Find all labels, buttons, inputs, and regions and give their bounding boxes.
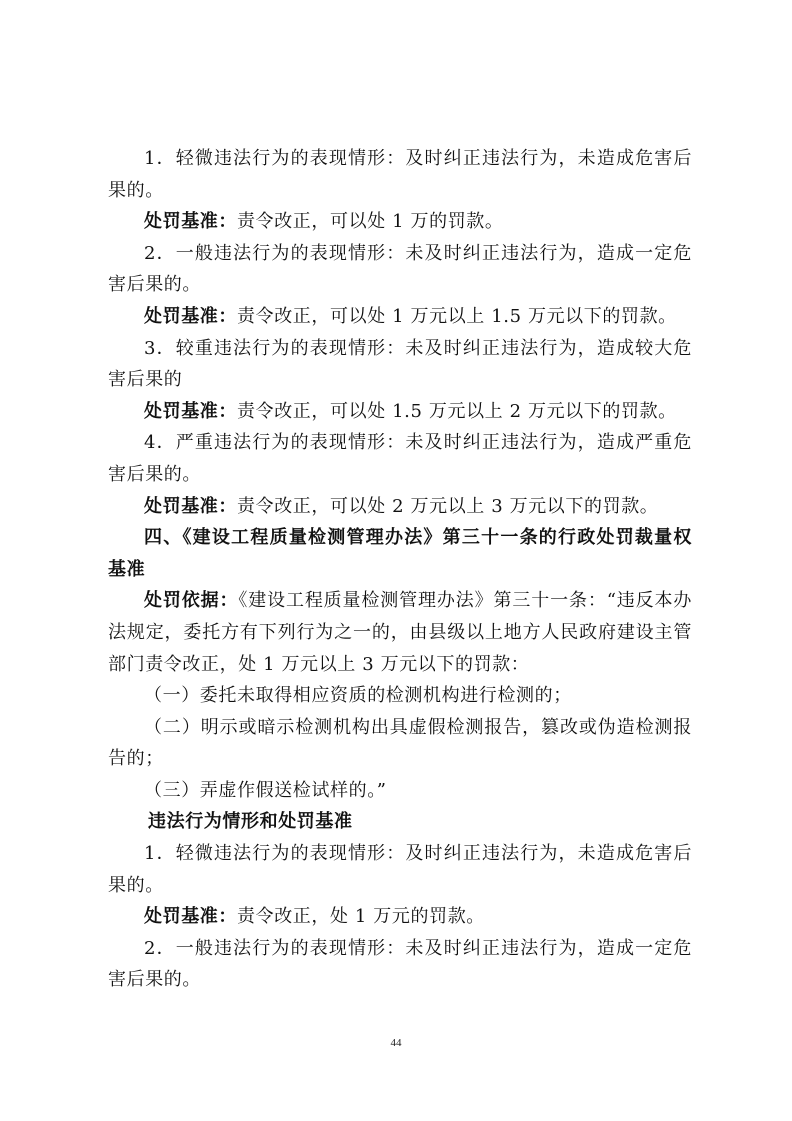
penalty-text: 责令改正，可以处 2 万元以上 3 万元以下的罚款。 — [237, 495, 659, 517]
penalty-label: 处罚基准： — [144, 906, 237, 928]
paragraph-serious-violation: 3．较重违法行为的表现情形：未及时纠正违法行为，造成较大危害后果的 — [108, 337, 692, 391]
paragraph-general-violation-2: 2．一般违法行为的表现情形：未及时纠正违法行为，造成一定危害后果的。 — [108, 937, 692, 991]
penalty-label: 处罚基准： — [144, 495, 237, 517]
paragraph-penalty-standard — [108, 301, 692, 333]
paragraph-severe-violation: 4．严重违法行为的表现情形：未及时纠正违法行为，造成严重危害后果的。 — [108, 432, 692, 485]
penalty-label: 处罚基准： — [144, 305, 237, 327]
basis-text: 《建设工程质量检测管理办法》第三十一条：“违反本办法规定，委托方有下列行为之一的，由县级以上地方人民政府建设主管部门责令改正，处 1 万元以上 3 万元以下的罚款： — [108, 590, 692, 675]
penalty-text: 责令改正，可以处 1 万的罚款。 — [237, 211, 504, 233]
paragraph-minor-violation-2: 1．轻微违法行为的表现情形：及时纠正违法行为，未造成危害后果的。 — [108, 843, 692, 896]
list-item-three: （三）弄虚作假送检试样的。” — [144, 779, 387, 801]
paragraph-penalty-basis — [108, 585, 692, 680]
list-item-one: （一）委托未取得相应资质的检测机构进行检测的； — [144, 685, 572, 707]
penalty-text: 责令改正，可以处 1 万元以上 1.5 万元以下的罚款。 — [237, 305, 677, 327]
penalty-label: 处罚基准： — [144, 400, 237, 422]
paragraph-penalty-standard-2 — [108, 901, 692, 933]
paragraph-penalty-standard — [108, 396, 692, 428]
section-heading-four: 四、《建设工程质量检测管理办法》第三十一条的行政处罚裁量权基准 — [108, 527, 692, 580]
subheading: 违法行为情形和处罚基准 — [148, 811, 353, 833]
list-item-two: （二）明示或暗示检测机构出具虚假检测报告，篡改或伪造检测报告的； — [108, 716, 692, 770]
basis-label: 处罚依据： — [144, 590, 239, 612]
paragraph-general-violation: 2．一般违法行为的表现情形：未及时纠正违法行为，造成一定危害后果的。 — [108, 242, 692, 296]
body-text — [108, 143, 692, 996]
penalty-text: 责令改正，可以处 1.5 万元以上 2 万元以下的罚款。 — [237, 400, 677, 422]
paragraph-penalty-standard — [108, 206, 692, 238]
paragraph-penalty-standard — [108, 491, 692, 523]
penalty-label: 处罚基准： — [144, 211, 237, 233]
penalty-text: 责令改正，处 1 万元的罚款。 — [237, 906, 485, 928]
page-number: 44 — [390, 1037, 402, 1049]
paragraph-minor-violation: 1．轻微违法行为的表现情形：及时纠正违法行为，未造成危害后果的。 — [108, 148, 692, 201]
